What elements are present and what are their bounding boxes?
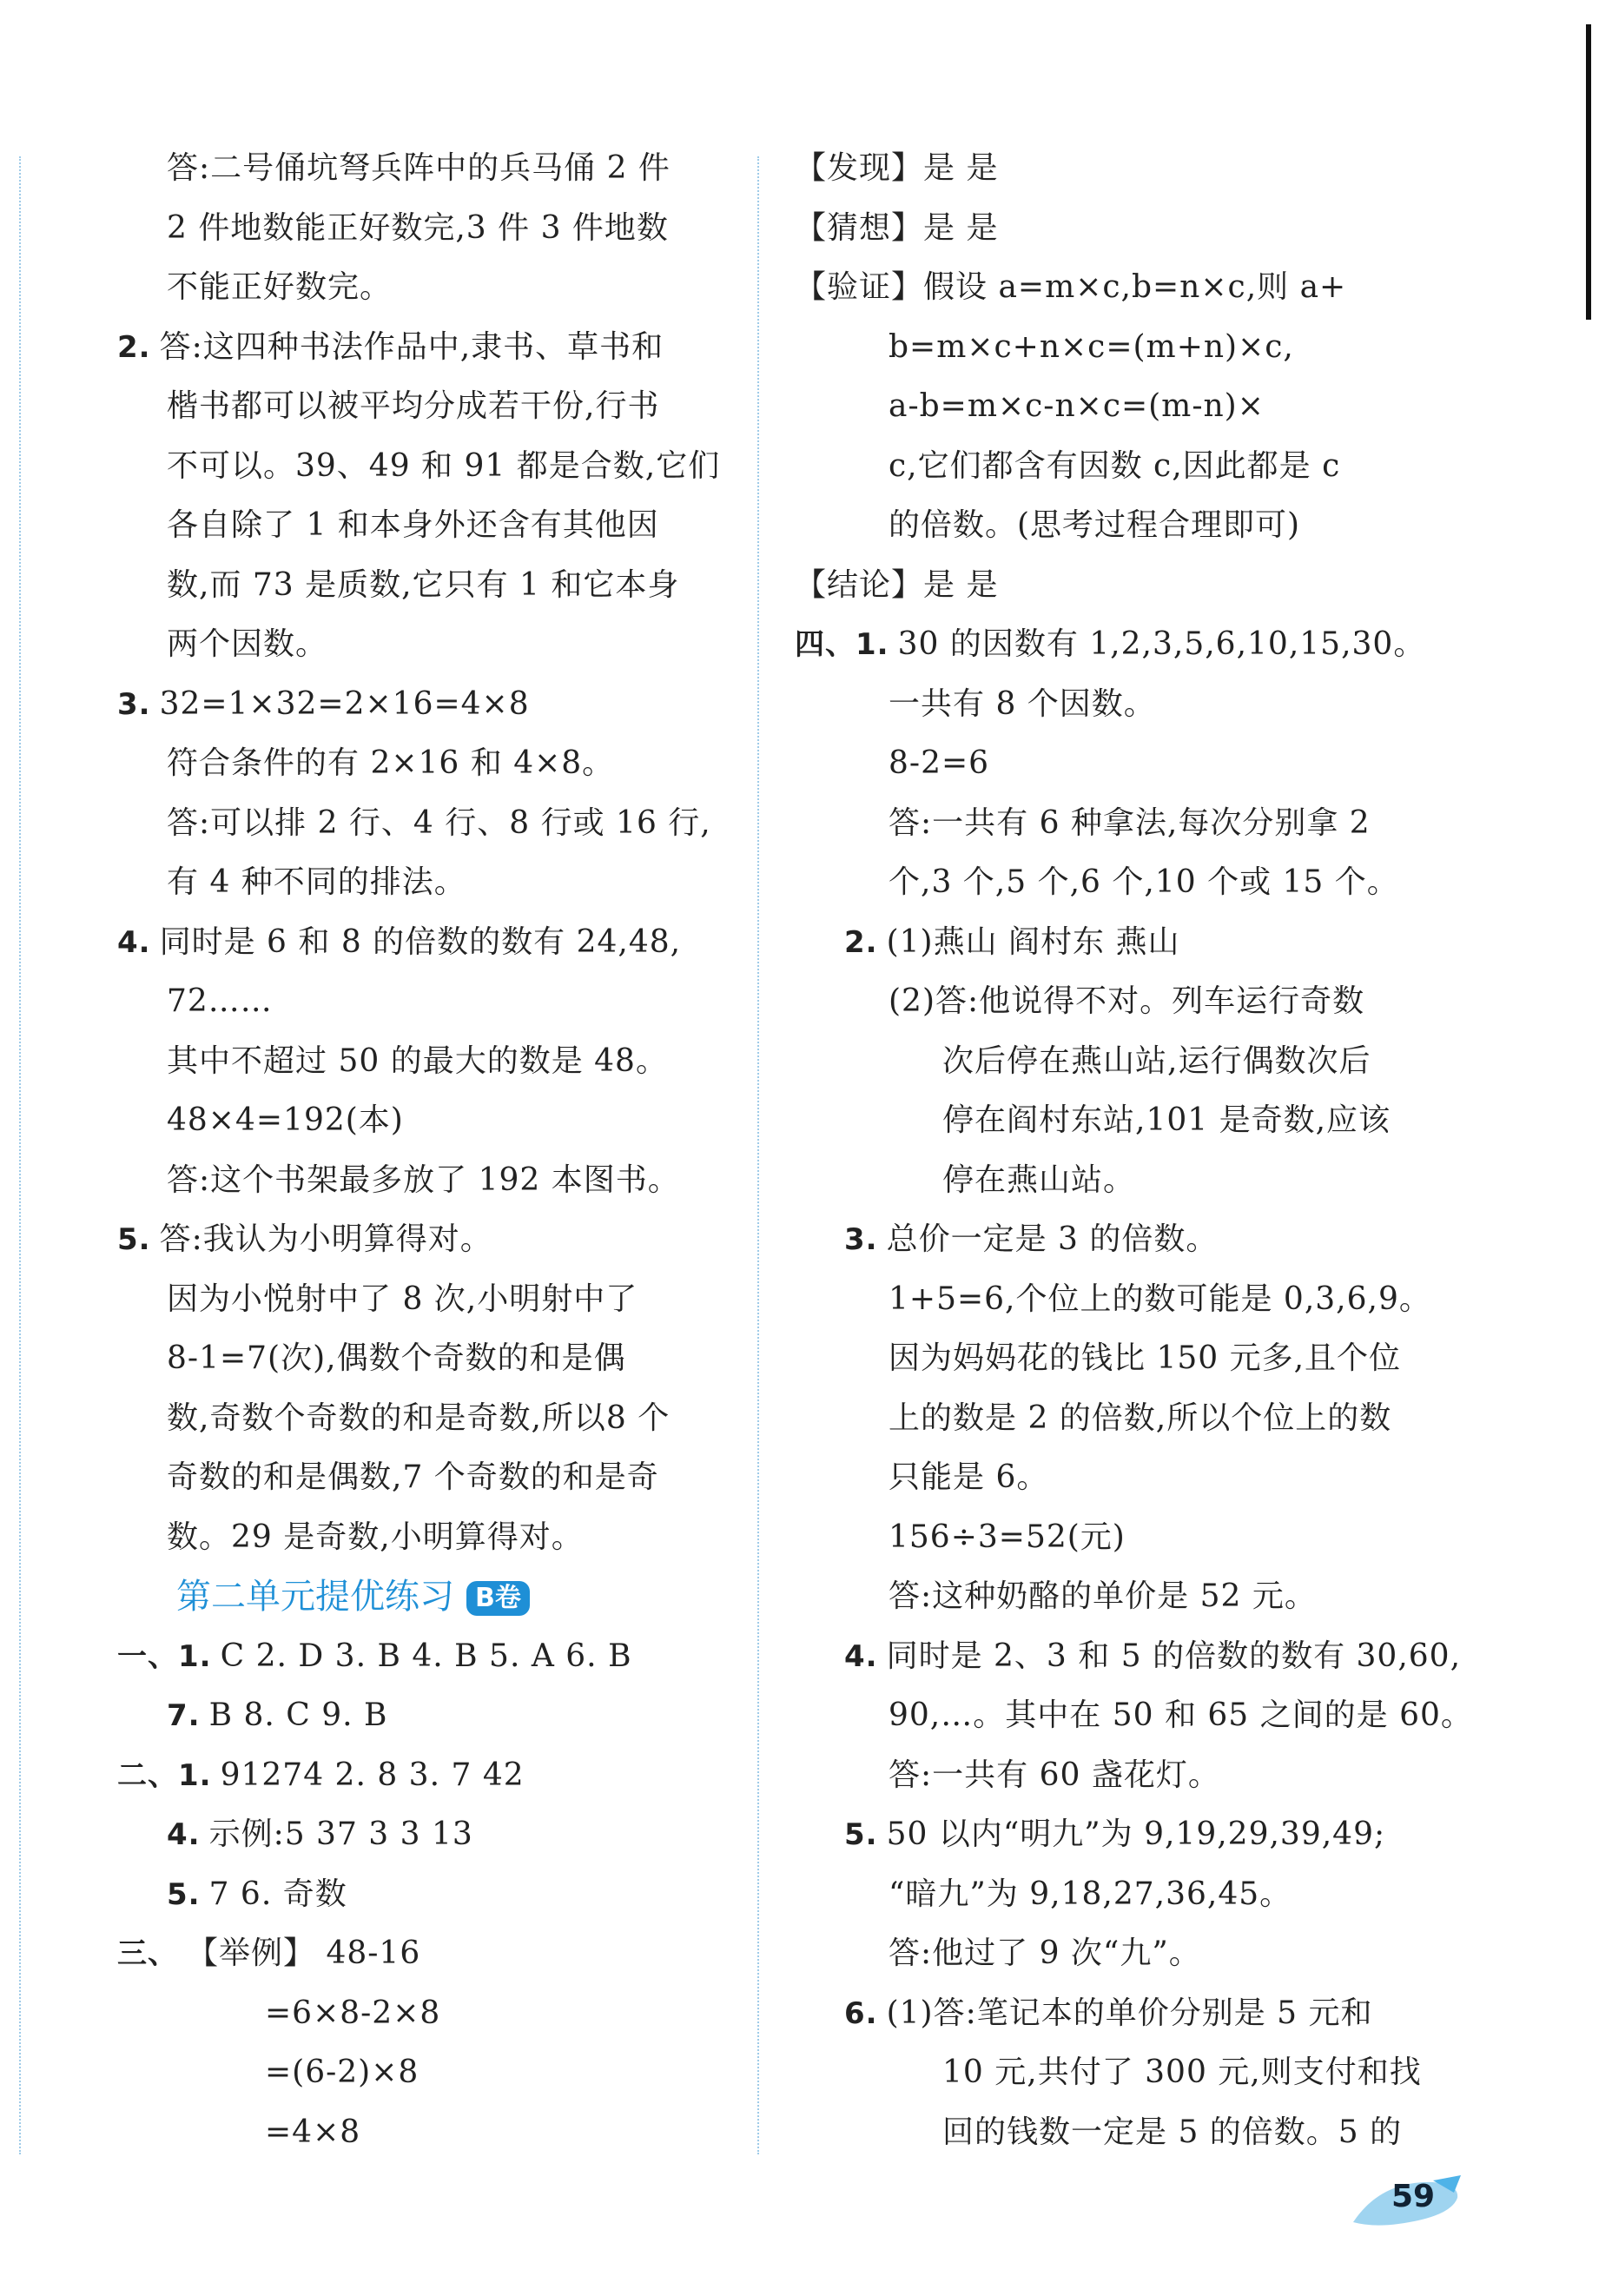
- question-number: 4.: [167, 1817, 201, 1852]
- question-number: 6.: [844, 1995, 878, 2031]
- answer-text: C 2. D 3. B 4. B 5. A 6. B: [220, 1638, 632, 1674]
- right-line: [795, 556, 1490, 616]
- right-line: [795, 1984, 1490, 2044]
- question-number: 2.: [844, 924, 878, 960]
- left-line: [117, 199, 725, 259]
- question-number: 5.: [117, 1222, 151, 1257]
- answer-text: 次后停在燕山站,运行偶数次后: [942, 1042, 1371, 1079]
- answer-text: 48×4=192(本): [167, 1102, 404, 1138]
- right-line: [795, 2103, 1490, 2163]
- top-edge-bar: [1586, 24, 1591, 320]
- left-line: [117, 556, 725, 616]
- right-line: [795, 1508, 1490, 1568]
- answer-text: 答:这种奶酪的单价是 52 元。: [889, 1578, 1317, 1614]
- answer-text: 个,3 个,5 个,6 个,10 个或 15 个。: [889, 864, 1399, 900]
- right-line: [795, 318, 1490, 378]
- right-line: [795, 2043, 1490, 2103]
- left-line: [117, 2103, 725, 2163]
- left-line: [117, 1151, 725, 1211]
- question-number: 二、1.: [117, 1757, 212, 1793]
- left-line: [117, 1865, 725, 1925]
- question-number: 一、1.: [117, 1638, 212, 1674]
- answer-text: 7 6. 奇数: [208, 1876, 347, 1912]
- right-line: [795, 1389, 1490, 1449]
- answer-text: 【猜想】是 是: [795, 209, 999, 246]
- answer-text: 停在燕山站。: [942, 1161, 1136, 1198]
- answer-text: 回的钱数一定是 5 的倍数。5 的: [942, 2114, 1403, 2150]
- answer-text: 只能是 6。: [889, 1459, 1049, 1495]
- answer-text: 10 元,共付了 300 元,则支付和找: [942, 2054, 1422, 2090]
- answer-text: 8-1=7(次),偶数个奇数的和是偶: [167, 1340, 626, 1376]
- answer-text: 符合条件的有 2×16 和 4×8。: [167, 745, 615, 781]
- answer-text: 答:一共有 6 种拿法,每次分别拿 2: [889, 804, 1371, 841]
- left-line: [117, 794, 725, 854]
- answer-text: =(6-2)×8: [265, 2054, 420, 2090]
- question-number: 三、: [117, 1936, 178, 1971]
- right-line: [795, 1686, 1490, 1746]
- answer-text: 2 件地数能正好数完,3 件 3 件地数: [167, 209, 669, 246]
- question-number: 5.: [844, 1817, 878, 1852]
- answer-text: 其中不超过 50 的最大的数是 48。: [167, 1042, 668, 1079]
- left-margin-divider: [19, 156, 21, 2154]
- question-number: 4.: [844, 1638, 878, 1674]
- question-number: 4.: [117, 924, 151, 960]
- right-line: [795, 1032, 1490, 1092]
- right-column: [795, 139, 1490, 2162]
- answer-text: =4×8: [265, 2114, 361, 2150]
- right-line: [795, 1924, 1490, 1984]
- answer-text: 91274 2. 8 3. 7 42: [220, 1757, 525, 1793]
- answer-text: 同时是 6 和 8 的倍数的数有 24,48,: [159, 923, 682, 960]
- answer-text: (1)燕山 阎村东 燕山: [886, 923, 1180, 960]
- left-line: [117, 1389, 725, 1449]
- answer-text: 各自除了 1 和本身外还含有其他因: [167, 507, 659, 543]
- answer-text: 有 4 种不同的排法。: [167, 864, 466, 900]
- answer-text: 答:他过了 9 次“九”。: [889, 1935, 1201, 1971]
- answer-text: 同时是 2、3 和 5 的倍数的数有 30,60,: [886, 1638, 1462, 1674]
- answer-text: 【结论】是 是: [795, 566, 999, 603]
- answer-text: 答:一共有 60 盏花灯。: [889, 1757, 1220, 1793]
- answer-text: 156÷3=52(元): [889, 1519, 1126, 1555]
- question-number: 3.: [117, 686, 151, 722]
- left-line: [117, 496, 725, 556]
- left-line: [117, 853, 725, 913]
- answer-text: 【举例】 48-16: [187, 1935, 421, 1971]
- column-divider: [757, 156, 759, 2154]
- left-line: [117, 1210, 725, 1270]
- answer-text: 1+5=6,个位上的数可能是 0,3,6,9。: [889, 1280, 1431, 1317]
- answer-text: 答:我认为小明算得对。: [159, 1221, 492, 1257]
- left-line: [117, 1805, 725, 1865]
- answer-text: 72……: [167, 983, 273, 1019]
- answer-text: 因为妈妈花的钱比 150 元多,且个位: [889, 1340, 1402, 1376]
- right-line: [795, 853, 1490, 913]
- section-title: [117, 1567, 725, 1627]
- answer-text: 【验证】假设 a=m×c,b=n×c,则 a+: [795, 269, 1347, 305]
- answer-text: 奇数的和是偶数,7 个奇数的和是奇: [167, 1459, 659, 1495]
- answer-text: 答:这四种书法作品中,隶书、草书和: [159, 328, 664, 365]
- right-line: [795, 734, 1490, 794]
- right-line: [795, 496, 1490, 556]
- answer-text: (1)答:笔记本的单价分别是 5 元和: [886, 1995, 1373, 2031]
- answer-text: 30 的因数有 1,2,3,5,6,10,15,30。: [897, 626, 1426, 662]
- left-answers: [117, 139, 725, 1567]
- left-line: [117, 734, 725, 794]
- left-line: [117, 437, 725, 497]
- right-line: [795, 1746, 1490, 1806]
- answer-text: 数。29 是奇数,小明算得对。: [167, 1519, 584, 1555]
- right-line: [795, 1627, 1490, 1687]
- answer-text: 32=1×32=2×16=4×8: [159, 685, 530, 722]
- left-line: [117, 615, 725, 675]
- left-line: [117, 2043, 725, 2103]
- left-line: [117, 258, 725, 318]
- answer-text: 停在阎村东站,101 是奇数,应该: [942, 1102, 1391, 1138]
- answer-text: 楷书都可以被平均分成若干份,行书: [167, 388, 660, 424]
- right-line: [795, 1091, 1490, 1151]
- right-line: [795, 1210, 1490, 1270]
- right-line: [795, 258, 1490, 318]
- right-line: [795, 1270, 1490, 1330]
- left-line: [117, 318, 725, 378]
- left-line: [117, 1032, 725, 1092]
- right-line: [795, 377, 1490, 437]
- right-line: [795, 1865, 1490, 1925]
- answer-text: 数,而 73 是质数,它只有 1 和它本身: [167, 566, 680, 603]
- right-line: [795, 139, 1490, 199]
- answer-text: 答:这个书架最多放了 192 本图书。: [167, 1161, 680, 1198]
- left-line: [117, 1746, 725, 1806]
- section-title-text: 第二单元提优练习: [176, 1577, 454, 1617]
- answer-text: 50 以内“明九”为 9,19,29,39,49;: [886, 1816, 1386, 1852]
- right-line: [795, 972, 1490, 1032]
- left-line: [117, 972, 725, 1032]
- answer-text: 因为小悦射中了 8 次,小明射中了: [167, 1280, 638, 1317]
- right-line: [795, 675, 1490, 735]
- answer-text: 的倍数。(思考过程合理即可): [889, 507, 1301, 543]
- left-line: [117, 139, 725, 199]
- question-number: 四、1.: [795, 627, 889, 662]
- question-number: 5.: [167, 1876, 201, 1912]
- answer-text: 答:二号俑坑弩兵阵中的兵马俑 2 件: [167, 150, 671, 186]
- answer-text: c,它们都含有因数 c,因此都是 c: [889, 447, 1341, 484]
- left-line: [117, 377, 725, 437]
- question-number: 3.: [844, 1222, 878, 1257]
- answer-text: 【发现】是 是: [795, 150, 999, 186]
- answer-text: 两个因数。: [167, 626, 328, 662]
- right-line: [795, 1567, 1490, 1627]
- question-number: 7.: [167, 1698, 201, 1733]
- left-line: [117, 1924, 725, 1984]
- right-line: [795, 1329, 1490, 1389]
- left-line: [117, 1686, 725, 1746]
- question-number: 2.: [117, 329, 151, 365]
- left-line: [117, 1508, 725, 1568]
- page-number-badge: [1346, 2172, 1468, 2233]
- answer-text: B 8. C 9. B: [208, 1697, 388, 1733]
- answer-text: 不可以。39、49 和 91 都是合数,它们: [167, 447, 721, 484]
- right-line: [795, 1805, 1490, 1865]
- left-line: [117, 1448, 725, 1508]
- right-line: [795, 913, 1490, 973]
- answer-text: 示例:5 37 3 3 13: [208, 1816, 473, 1852]
- answer-text: (2)答:他说得不对。列车运行奇数: [889, 983, 1365, 1019]
- right-line: [795, 437, 1490, 497]
- left-line: [117, 675, 725, 735]
- answer-text: 数,奇数个奇数的和是奇数,所以8 个: [167, 1399, 671, 1436]
- answer-text: a-b=m×c-n×c=(m-n)×: [889, 388, 1265, 424]
- left-line: [117, 1270, 725, 1330]
- left-line: [117, 913, 725, 973]
- right-line: [795, 615, 1490, 675]
- answer-text: =6×8-2×8: [265, 1995, 441, 2031]
- answer-text: 总价一定是 3 的倍数。: [886, 1221, 1219, 1257]
- answer-text: 不能正好数完。: [167, 269, 393, 305]
- left-line: [117, 1329, 725, 1389]
- left-answers-part2: [117, 1627, 725, 2163]
- answer-text: “暗九”为 9,18,27,36,45。: [889, 1876, 1292, 1912]
- left-line: [117, 1091, 725, 1151]
- right-line: [795, 794, 1490, 854]
- section-badge: B卷: [466, 1581, 530, 1616]
- left-line: [117, 1627, 725, 1687]
- answer-text: 上的数是 2 的倍数,所以个位上的数: [889, 1399, 1392, 1436]
- right-line: [795, 1448, 1490, 1508]
- left-column: [117, 139, 725, 2162]
- answer-text: 答:可以排 2 行、4 行、8 行或 16 行,: [167, 804, 711, 841]
- answer-text: 一共有 8 个因数。: [889, 685, 1156, 722]
- right-line: [795, 199, 1490, 259]
- answer-text: 8-2=6: [889, 745, 990, 781]
- answer-text: b=m×c+n×c=(m+n)×c,: [889, 328, 1294, 365]
- answer-text: 90,…。其中在 50 和 65 之间的是 60。: [889, 1697, 1473, 1733]
- page-number: 59: [1391, 2179, 1436, 2214]
- left-line: [117, 1984, 725, 2044]
- right-line: [795, 1151, 1490, 1211]
